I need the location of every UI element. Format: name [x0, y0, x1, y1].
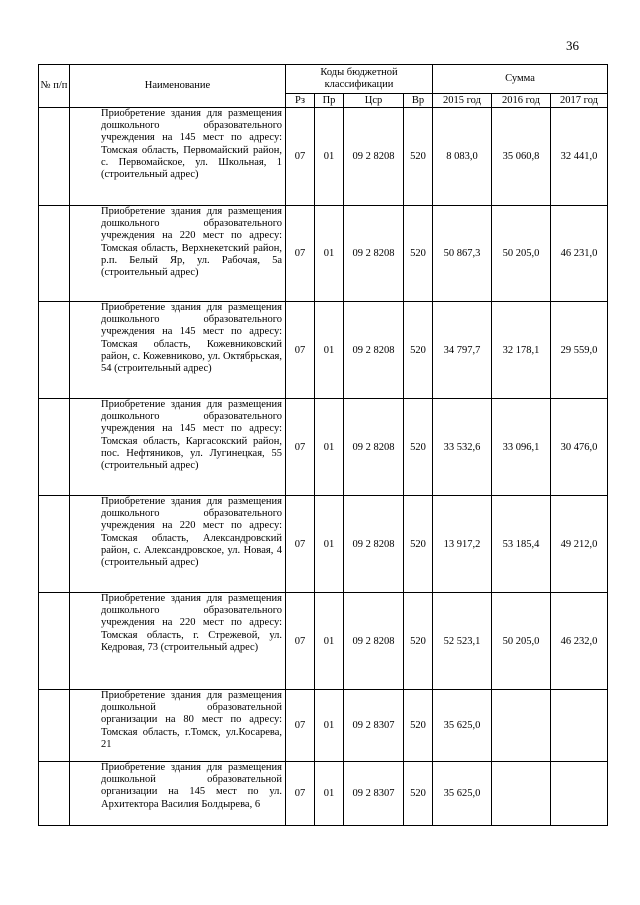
row-2015: 8 083,0	[433, 108, 492, 206]
row-num	[39, 762, 70, 826]
row-2016: 50 205,0	[492, 593, 551, 690]
row-rz: 07	[286, 496, 315, 593]
row-2016: 50 205,0	[492, 206, 551, 302]
row-2016: 35 060,8	[492, 108, 551, 206]
row-name: Приобретение здания для размещения дошкольного образовательного учреждения на 145 мест по адресу: Томская область, Первомайский район, с. Первомайское, ул. Школьная, 1 (строительный адрес)	[70, 108, 286, 206]
header-vr: Вр	[404, 94, 433, 108]
row-vr: 520	[404, 593, 433, 690]
row-num	[39, 206, 70, 302]
row-rz: 07	[286, 762, 315, 826]
row-vr: 520	[404, 496, 433, 593]
row-2015: 35 625,0	[433, 690, 492, 762]
row-name: Приобретение здания для размещения дошкольного образовательного учреждения на 145 мест по адресу: Томская область, Каргасокский район, пос. Нефтяников, ул. Лугинецкая, 55 (строительный адрес)	[70, 399, 286, 496]
row-vr: 520	[404, 399, 433, 496]
row-csr: 09 2 8307	[344, 690, 404, 762]
table-row	[39, 399, 608, 496]
row-2016: 53 185,4	[492, 496, 551, 593]
row-vr: 520	[404, 690, 433, 762]
table-row	[39, 302, 608, 399]
row-num	[39, 399, 70, 496]
budget-table	[38, 64, 608, 826]
row-num	[39, 302, 70, 399]
row-pr: 01	[315, 762, 344, 826]
row-pr: 01	[315, 399, 344, 496]
row-rz: 07	[286, 108, 315, 206]
table-row	[39, 690, 608, 762]
page-number: 36	[566, 38, 579, 53]
table-row	[39, 593, 608, 690]
row-rz: 07	[286, 302, 315, 399]
table-row	[39, 496, 608, 593]
row-pr: 01	[315, 593, 344, 690]
row-rz: 07	[286, 399, 315, 496]
row-csr: 09 2 8208	[344, 496, 404, 593]
header-num: № п/п	[39, 65, 70, 108]
row-2016: 32 178,1	[492, 302, 551, 399]
row-csr: 09 2 8307	[344, 762, 404, 826]
header-pr: Пр	[315, 94, 344, 108]
row-rz: 07	[286, 206, 315, 302]
row-2016: 33 096,1	[492, 399, 551, 496]
row-2015: 35 625,0	[433, 762, 492, 826]
row-vr: 520	[404, 206, 433, 302]
row-num	[39, 108, 70, 206]
row-num	[39, 496, 70, 593]
row-vr: 520	[404, 108, 433, 206]
table-row	[39, 762, 608, 826]
row-vr: 520	[404, 302, 433, 399]
row-pr: 01	[315, 302, 344, 399]
row-name: Приобретение здания для размещения дошкольного образовательного учреждения на 220 мест по адресу: Томская область, Верхнекетский район, р.п. Белый Яр, ул. Рабочая, 5а (строительный адрес)	[70, 206, 286, 302]
row-name: Приобретение здания для размещения дошкольной образовательной организации на 80 мест по адресу: Томская область, г.Томск, ул.Косарева, 21	[70, 690, 286, 762]
row-2015: 50 867,3	[433, 206, 492, 302]
row-pr: 01	[315, 496, 344, 593]
row-rz: 07	[286, 593, 315, 690]
table-row	[39, 108, 608, 206]
row-2015: 34 797,7	[433, 302, 492, 399]
row-pr: 01	[315, 108, 344, 206]
row-name: Приобретение здания для размещения дошкольной образовательной организации на 145 мест по ул. Архитектора Василия Болдырева, 6	[70, 762, 286, 826]
row-csr: 09 2 8208	[344, 302, 404, 399]
row-2015: 52 523,1	[433, 593, 492, 690]
row-2017	[551, 762, 608, 826]
row-2017: 32 441,0	[551, 108, 608, 206]
row-csr: 09 2 8208	[344, 206, 404, 302]
header-codes: Коды бюджетной классификации	[286, 65, 433, 94]
row-2017: 30 476,0	[551, 399, 608, 496]
row-name: Приобретение здания для размещения дошкольного образовательного учреждения на 220 мест по адресу: Томская область, Александровский район, с. Александровское, ул. Новая, 4 (строительный адрес)	[70, 496, 286, 593]
row-name: Приобретение здания для размещения дошкольного образовательного учреждения на 220 мест по адресу: Томская область, г. Стрежевой, ул. Кедровая, 73 (строительный адрес)	[70, 593, 286, 690]
row-num	[39, 593, 70, 690]
header-csr: Цср	[344, 94, 404, 108]
row-pr: 01	[315, 690, 344, 762]
row-num	[39, 690, 70, 762]
header-rz: Рз	[286, 94, 315, 108]
header-name: Наименование	[70, 65, 286, 108]
row-2016	[492, 762, 551, 826]
row-2015: 13 917,2	[433, 496, 492, 593]
header-2017: 2017 год	[551, 94, 608, 108]
row-2017	[551, 690, 608, 762]
row-2017: 49 212,0	[551, 496, 608, 593]
row-2017: 46 232,0	[551, 593, 608, 690]
header-2016: 2016 год	[492, 94, 551, 108]
row-2015: 33 532,6	[433, 399, 492, 496]
row-2017: 46 231,0	[551, 206, 608, 302]
row-csr: 09 2 8208	[344, 399, 404, 496]
row-2016	[492, 690, 551, 762]
header-sum: Сумма	[433, 65, 608, 94]
row-pr: 01	[315, 206, 344, 302]
row-rz: 07	[286, 690, 315, 762]
row-vr: 520	[404, 762, 433, 826]
header-2015: 2015 год	[433, 94, 492, 108]
row-csr: 09 2 8208	[344, 108, 404, 206]
row-csr: 09 2 8208	[344, 593, 404, 690]
row-2017: 29 559,0	[551, 302, 608, 399]
table-row	[39, 206, 608, 302]
row-name: Приобретение здания для размещения дошкольного образовательного учреждения на 145 мест по адресу: Томская область, Кожевниковский район, с. Кожевниково, ул. Октябрьская, 54 (строительный адрес)	[70, 302, 286, 399]
